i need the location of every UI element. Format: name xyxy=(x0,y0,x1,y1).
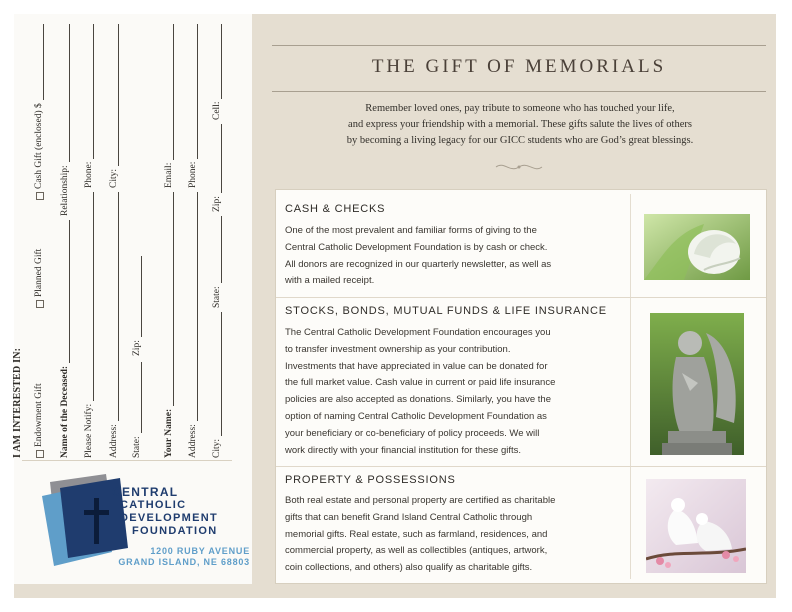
donor-city-row xyxy=(210,23,224,458)
gift-options-row xyxy=(32,23,46,458)
cash-option[interactable]: Cash Gift (enclosed) $ xyxy=(32,24,44,200)
section-cash-checks xyxy=(276,190,766,297)
planned-checkbox[interactable] xyxy=(36,300,44,308)
notify-state-field[interactable]: State: xyxy=(130,362,142,458)
title-rule-bottom xyxy=(272,91,766,92)
flourish-ornament-icon xyxy=(494,160,544,174)
angel-statue-photo xyxy=(650,313,744,455)
organization-address: 1200 RUBY AVENUE GRAND ISLAND, NE 68803 xyxy=(118,546,250,567)
relationship-field[interactable]: Relationship: xyxy=(58,24,70,216)
notify-address-row xyxy=(107,23,121,458)
notify-state-row xyxy=(130,23,144,458)
donor-zip-field[interactable]: Zip: xyxy=(210,124,222,212)
notify-city-field[interactable]: City: xyxy=(107,24,119,188)
page-title: THE GIFT OF MEMORIALS xyxy=(371,56,667,77)
endowment-option[interactable]: Endowment Gift xyxy=(32,383,44,458)
intro-text: Remember loved ones, pay tribute to someone who has touched your life, and express your friendship with a memorial. These gifts salute the lives of others by becoming a living legacy for our GICC students who are God’s great blessings. xyxy=(346,103,694,146)
form-divider xyxy=(22,460,232,461)
title-rule-top xyxy=(272,45,766,46)
section-stocks-bonds xyxy=(276,298,766,466)
notify-name-field[interactable]: Please Notify: xyxy=(82,192,94,458)
section-heading: PROPERTY & POSSESSIONS xyxy=(285,474,456,486)
tulip-photo xyxy=(644,214,750,280)
section-property xyxy=(276,467,766,583)
section-body: One of the most prevalent and familiar forms of giving to the Central Catholic Development Foundation is by cash or check. All donors are recognized in our quarterly newsletter, as well as with a mailed receipt. xyxy=(285,225,552,287)
donor-city-field[interactable]: City: xyxy=(210,312,222,458)
organization-name: CENTRAL CATHOLIC DEVELOPMENT FOUNDATION xyxy=(112,485,219,537)
donor-address-row xyxy=(186,23,200,458)
section-heading: CASH & CHECKS xyxy=(285,203,386,215)
donor-cell-field[interactable]: Cell: xyxy=(210,24,222,120)
cash-amount-field[interactable] xyxy=(34,24,44,100)
notify-address-field[interactable]: Address: xyxy=(107,192,119,458)
donor-name-field[interactable]: Your Name: xyxy=(162,192,174,458)
donor-name-row xyxy=(162,23,176,458)
cash-checkbox[interactable] xyxy=(36,192,44,200)
donor-phone-field[interactable]: Phone: xyxy=(186,24,198,188)
endowment-checkbox[interactable] xyxy=(36,450,44,458)
gift-types-box xyxy=(275,189,767,584)
section-body: Both real estate and personal property are certified as charitable gifts that can benefit Grand Island Central Catholic through memorial gifts. Real estate, such as farmland, residences, and commercial property, as well as collectibles (antiques, artwork, coin collections, and others) also qualify as charitable gifts. xyxy=(285,495,556,574)
deceased-row xyxy=(58,23,72,458)
donor-email-field[interactable]: Email: xyxy=(162,24,174,188)
form-heading: I AM INTERESTED IN: xyxy=(12,347,23,458)
planned-option[interactable]: Planned Gift xyxy=(32,249,44,308)
section-body: The Central Catholic Development Foundation encourages you to transfer investment ownership as your contribution. Investments that have appreciated in value can be donated for the full market value. Cash value in current or paid life insurance policies are also accepted as donations. Similarly, you have the option of naming Central Catholic Development Foundation as your beneficiary or co-beneficiary of policy proceeds. We will work directly with your financial institution for these gifts. xyxy=(285,327,556,456)
notify-phone-field[interactable]: Phone: xyxy=(82,24,94,188)
notify-row xyxy=(82,23,96,458)
donor-address-field[interactable]: Address: xyxy=(186,192,198,458)
donor-state-field[interactable]: State: xyxy=(210,216,222,308)
notify-zip-field[interactable]: Zip: xyxy=(130,256,142,356)
doves-photo xyxy=(646,479,746,573)
deceased-name-field[interactable]: Name of the Deceased: xyxy=(58,220,70,458)
section-heading: STOCKS, BONDS, MUTUAL FUNDS & LIFE INSURANCE xyxy=(285,305,607,317)
donation-form xyxy=(12,23,234,458)
